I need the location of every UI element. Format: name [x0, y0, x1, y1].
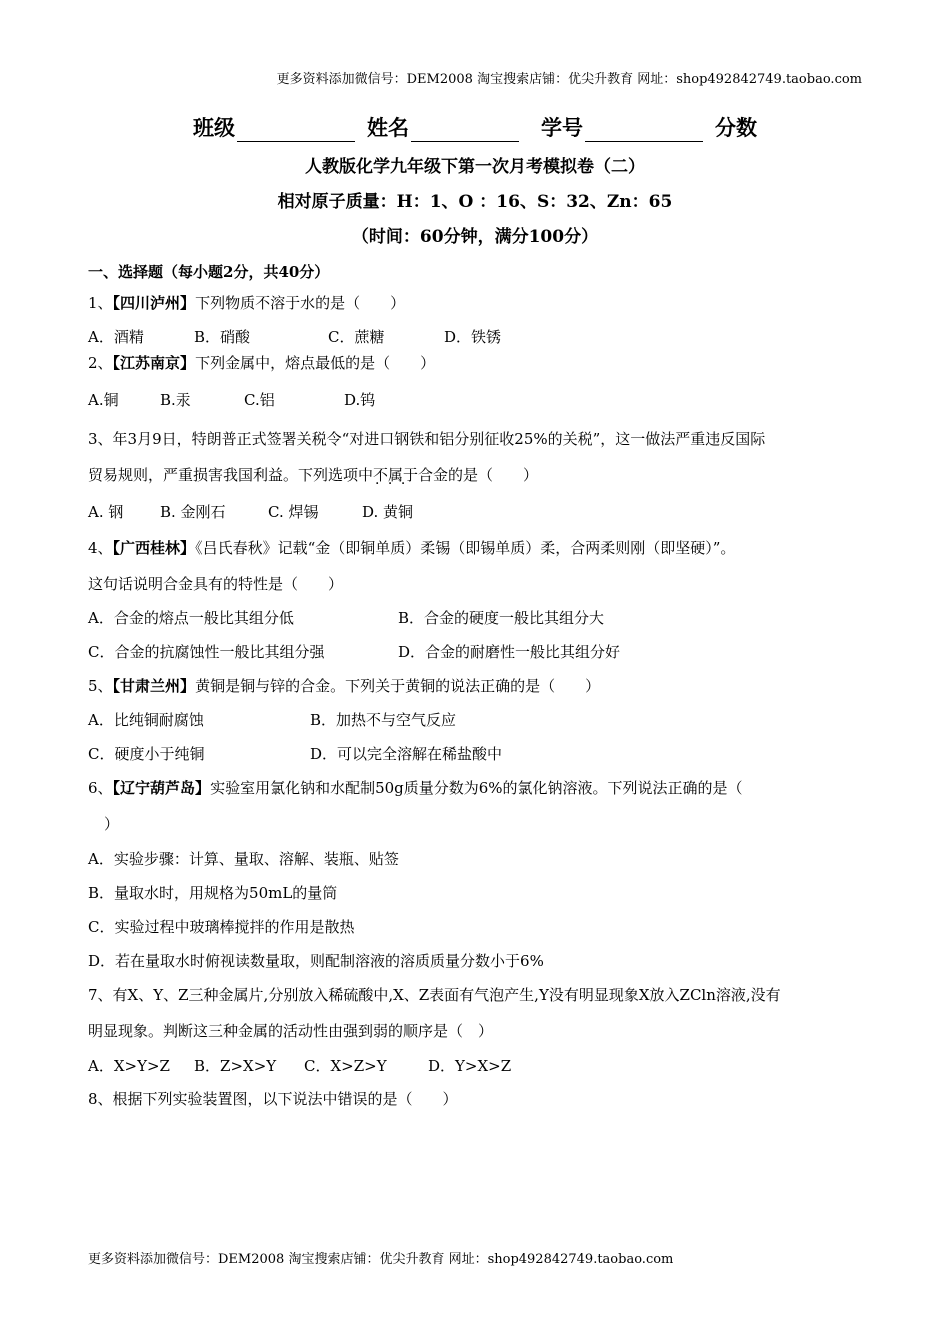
q7-option-a: A．X>Y>Z	[88, 1057, 170, 1075]
student-info-line	[0, 112, 950, 142]
q1-options	[88, 326, 501, 347]
q6-stem: 实验室用氯化钠和水配制50g质量分数为6%的氯化钠溶液。下列说法正确的是（	[210, 779, 743, 797]
question-4	[88, 537, 735, 558]
q5-option-a: A．比纯铜耐腐蚀	[88, 711, 204, 729]
q6-option-c: C．实验过程中玻璃棒搅拌的作用是散热	[88, 918, 355, 936]
q5-stem: 黄铜是铜与锌的合金。下列关于黄铜的说法正确的是（ ）	[195, 677, 601, 695]
q4-stem: 《吕氏春秋》记载“金（即铜单质）柔锡（即锡单质）柔，合两柔则刚（即坚硬）”。	[195, 539, 736, 557]
q5-options-row-1	[88, 709, 456, 730]
q7-options	[88, 1055, 511, 1076]
q2-option-a: A.铜	[88, 391, 119, 409]
question-1	[88, 292, 405, 313]
q5-options-row-2	[88, 743, 502, 764]
q6-option-d: D．若在量取水时俯视读数量取，则配制溶液的溶质质量分数小于6%	[88, 952, 544, 970]
q6-number: 6、	[88, 779, 113, 797]
q4-stem-line-2: 这句话说明合金具有的特性是（ ）	[88, 575, 344, 593]
q4-options-row-2	[88, 641, 620, 662]
q2-options	[88, 389, 375, 410]
q6-option-a: A．实验步骤：计算、量取、溶解、装瓶、贴签	[88, 850, 399, 868]
q3-options	[88, 501, 413, 522]
class-label: 班级	[193, 115, 235, 140]
q1-number: 1、	[88, 294, 113, 312]
q4-options-row-1	[88, 607, 604, 628]
q5-source: 【甘肃兰州】	[112, 677, 196, 695]
q4-source: 【广西桂林】	[112, 539, 196, 557]
class-blank	[237, 119, 355, 142]
q2-option-d: D.钨	[344, 391, 376, 409]
q1-option-d: D．铁锈	[444, 328, 502, 346]
time-info: （时间：60分钟，满分100分）	[351, 227, 599, 247]
q2-stem: 下列金属中，熔点最低的是（ ）	[195, 354, 436, 372]
question-7-line-1: 7、有X、Y、Z三种金属片,分别放入稀硫酸中,X、Z表面有气泡产生,Y没有明显现象X放入ZCln溶液,没有	[88, 986, 781, 1004]
score-label: 分数	[715, 115, 757, 140]
q3-option-a: A. 钢	[88, 503, 124, 521]
q1-source: 【四川泸州】	[112, 294, 196, 312]
id-blank	[585, 119, 703, 142]
q3-option-d: D. 黄铜	[362, 503, 414, 521]
question-6	[88, 777, 743, 798]
q6-option-b: B．量取水时，用规格为50mL的量筒	[88, 884, 338, 902]
q6-source: 【辽宁葫芦岛】	[112, 779, 211, 797]
q7-option-c: C．X>Z>Y	[304, 1057, 387, 1075]
page-header: 更多资料添加微信号：DEM2008 淘宝搜索店铺：优尖升教育 网址：shop492842749.taobao.com	[276, 72, 862, 87]
q2-option-b: B.汞	[160, 391, 191, 409]
q4-option-c: C．合金的抗腐蚀性一般比其组分强	[88, 643, 325, 661]
q3-emphasis: 不属于 · · ·	[373, 466, 418, 484]
page-footer: 更多资料添加微信号：DEM2008 淘宝搜索店铺：优尖升教育 网址：shop492842749.taobao.com	[88, 1252, 674, 1267]
q1-stem: 下列物质不溶于水的是（ ）	[195, 294, 406, 312]
q7-option-b: B．Z>X>Y	[194, 1057, 277, 1075]
id-label: 学号	[541, 115, 583, 140]
q2-number: 2、	[88, 354, 113, 372]
q4-option-a: A．合金的熔点一般比其组分低	[88, 609, 294, 627]
q3-option-b: B. 金刚石	[160, 503, 226, 521]
question-2	[88, 352, 435, 373]
section-title: 一、选择题（每小题2分，共40分）	[88, 263, 330, 281]
question-3-line-2	[88, 464, 538, 485]
q3-option-c: C. 焊锡	[268, 503, 319, 521]
name-label: 姓名	[367, 115, 409, 140]
q5-number: 5、	[88, 677, 113, 695]
name-blank	[411, 119, 519, 142]
q3-stem-pre: 贸易规则，严重损害我国利益。下列选项中	[88, 466, 374, 484]
q4-option-b: B．合金的硬度一般比其组分大	[398, 609, 605, 627]
q2-source: 【江苏南京】	[112, 354, 196, 372]
question-5	[88, 675, 600, 696]
exam-title: 人教版化学九年级下第一次月考模拟卷（二）	[305, 157, 645, 177]
q4-option-d: D．合金的耐磨性一般比其组分好	[398, 643, 621, 661]
q5-option-d: D．可以完全溶解在稀盐酸中	[310, 745, 503, 763]
question-3-line-1: 3、年3月9日，特朗普正式签署关税令“对进口钢铁和铝分别征收25%的关税”，这一做法严重违反国际	[88, 430, 766, 448]
q4-number: 4、	[88, 539, 113, 557]
question-7-line-2: 明显现象。判断这三种金属的活动性由强到弱的顺序是（ ）	[88, 1022, 494, 1040]
q1-option-a: A．酒精	[88, 328, 144, 346]
q5-option-c: C．硬度小于纯铜	[88, 745, 205, 763]
q3-stem-post: 合金的是（ ）	[418, 466, 539, 484]
atomic-mass-line: 相对原子质量：H：1、O ：16、S：32、Zn：65	[277, 192, 673, 212]
q2-option-c: C.铝	[244, 391, 275, 409]
q6-stem-line-2: ）	[104, 815, 120, 833]
q1-option-b: B．硝酸	[194, 328, 251, 346]
q5-option-b: B．加热不与空气反应	[310, 711, 457, 729]
q7-option-d: D．Y>X>Z	[428, 1057, 512, 1075]
q1-option-c: C．蔗糖	[328, 328, 385, 346]
question-8: 8、根据下列实验装置图，以下说法中错误的是（ ）	[88, 1090, 458, 1108]
